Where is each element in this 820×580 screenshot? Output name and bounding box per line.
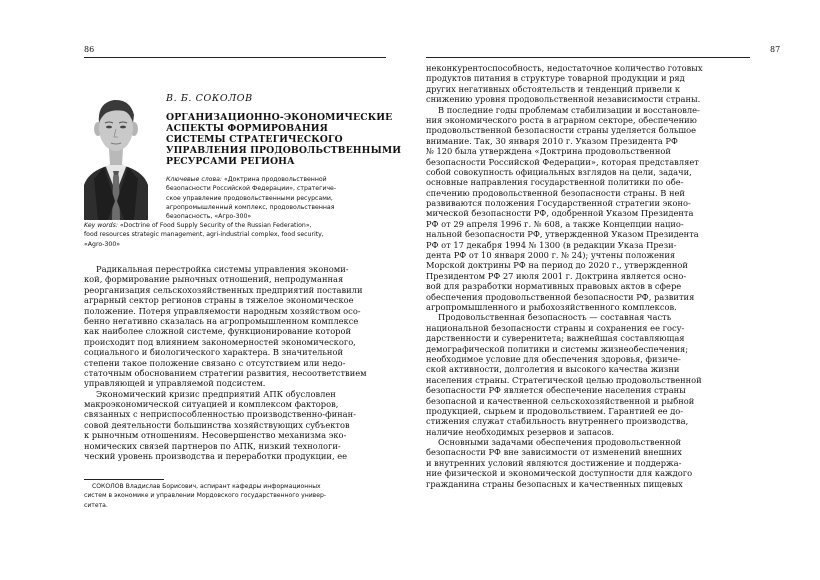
text-line: ния экономического роста в аграрном секторе, обеспечению xyxy=(426,114,697,125)
text-line: РФ от 29 апреля 1996 г. № 608, а также Концепции нацио- xyxy=(426,218,684,229)
author-name: В. Б. СОКОЛОВ xyxy=(166,93,253,104)
footnote-line: СОКОЛОВ Владислав Борисович, аспирант кафедры информационных xyxy=(92,483,321,490)
text-line: ской активности, долголетия и высокого качества жизни xyxy=(426,364,680,375)
text-line: вой для разработки нормативных правовых актов в сфере xyxy=(426,281,682,292)
text-line: Экономический кризис предприятий АПК обусловлен xyxy=(96,388,336,399)
title-line: УПРАВЛЕНИЯ ПРОДОВОЛЬСТВЕННЫМИ xyxy=(166,145,402,156)
keywords-line xyxy=(166,175,386,184)
text-line: к рыночным отношениям. Несовершенство механизма эко- xyxy=(84,430,347,441)
text-line: управляющей и управляемой подсистем. xyxy=(84,378,266,389)
text-line: нальной безопасности РФ, утвержденной Указом Президента xyxy=(426,229,699,240)
left-body-text xyxy=(84,264,387,461)
author-footnote xyxy=(84,482,384,510)
text-line: Основными задачами обеспечения продовольственной xyxy=(438,437,682,448)
text-line: других негативных обстоятельств и тенденций привели к xyxy=(426,83,681,94)
title-line: СИСТЕМЫ СТРАТЕГИЧЕСКОГО xyxy=(166,134,343,145)
text-line: мической безопасности РФ, одобренной Указом Президента xyxy=(426,208,694,219)
text-line: основные направления государственной политики по обе- xyxy=(426,177,684,188)
text-line: безопасности РФ является обеспечение населения страны xyxy=(426,385,686,396)
text-line: номических связей партнеров по АПК, низкий технологи- xyxy=(84,440,341,451)
text-line: развиваются положения Государственной стратегии эконо- xyxy=(426,198,691,209)
footnote-line: систем в экономике и управлении Мордовского государственного универ- xyxy=(84,492,327,500)
text-line: степени такое положение связано с отсутствием или недо- xyxy=(84,357,346,368)
text-line: реорганизация сельскохозяйственных предприятий поставили xyxy=(84,284,363,295)
page-number-right: 87 xyxy=(770,45,781,54)
keywords-line: «Agro-300» xyxy=(84,240,121,248)
title-line: РЕСУРСАМИ РЕГИОНА xyxy=(166,156,295,167)
header-rule-right xyxy=(426,57,750,58)
text-line: статочным обоснованием стратегии развития, несоответствием xyxy=(84,367,367,378)
title-line: АСПЕКТЫ ФОРМИРОВАНИЯ xyxy=(166,123,328,134)
footnote-rule xyxy=(84,479,164,480)
text-line: и внутренних условий являются достижение и поддержа- xyxy=(426,457,682,468)
keywords-line: безопасность, «Агро-300» xyxy=(166,213,252,221)
text-line: безопасной и качественной сельскохозяйственной и рыбной xyxy=(426,395,695,406)
keywords-text: «Доктрина продовольственной xyxy=(223,176,327,183)
text-line: необходимое условие для обеспечения здоровья, физиче- xyxy=(426,353,681,364)
text-line: продовольственной безопасности страны уделяется большое xyxy=(426,125,696,136)
text-line: макроэкономической ситуацией и комплексом факторов, xyxy=(84,399,339,410)
text-line: гражданина страны безопасных и качественных пищевых xyxy=(426,478,683,489)
text-line: В последние годы проблемам стабилизации и восстановле- xyxy=(438,104,700,115)
text-line: бенно негативно сказалась на агропромышленном комплексе xyxy=(84,315,359,326)
text-line: демографической политики и системы жизнеобеспечения; xyxy=(426,343,689,354)
text-line: обеспечения продовольственной безопасности РФ, развития xyxy=(426,291,695,302)
text-line: Президентом РФ 27 июля 2001 г. Доктрина является осно- xyxy=(426,270,687,281)
author-portrait-image xyxy=(84,93,148,220)
text-line: происходит под влиянием закономерностей экономического, xyxy=(84,336,356,347)
keywords-line: безопасности Российской Федерации», стратегиче- xyxy=(166,185,337,193)
text-line: связанных с неприспособленностью производственно-финан- xyxy=(84,409,356,420)
keywords-english xyxy=(84,221,384,249)
text-line: собой совокупность официальных взглядов на цели, задачи, xyxy=(426,166,692,177)
keywords-text: «Doctrine of Food Supply Security of the Russian Federation», xyxy=(119,222,312,229)
text-line: дарственности и суверенитета; важнейшая составляющая xyxy=(426,333,685,344)
text-line: продуктов питания в структуре товарной продукции и ряд xyxy=(426,73,685,84)
text-line: ческий уровень производства и переработки продукции, ее xyxy=(84,451,348,462)
keywords-label: Ключевые слова: xyxy=(166,176,222,183)
keywords-line: агропромышленный комплекс, продовольственная xyxy=(166,203,335,211)
text-line: совой деятельности большинства хозяйствующих субъектов xyxy=(84,419,350,430)
text-line: социального и биологического характера. В значительной xyxy=(84,347,343,358)
text-line: Радикальная перестройка системы управления экономи- xyxy=(96,264,349,274)
text-line: Морской доктрины РФ на период до 2020 г., утвержденной xyxy=(426,260,688,271)
keywords-label: Key words: xyxy=(84,222,118,229)
text-line: агропромышленного и рыбохозяйственного комплексов. xyxy=(426,301,677,312)
text-line: снижению уровня продовольственной независимости страны. xyxy=(426,94,701,105)
text-line: неконкурентоспособность, недостаточное количество готовых xyxy=(426,63,703,73)
text-line: дента РФ от 10 января 2000 г. № 24); учтены положения xyxy=(426,250,676,261)
keywords-line: food resources strategic management, agri-industrial complex, food security, xyxy=(84,231,324,239)
text-line: Продовольственная безопасность — составная часть xyxy=(438,312,672,323)
text-line: стижения служат стабильность внутреннего производства, xyxy=(426,416,689,427)
text-line: безопасности Российской Федерации», которая представляет xyxy=(426,156,699,167)
header-rule-left xyxy=(84,57,386,58)
text-line: населения страны. Стратегической целью продовольственной xyxy=(426,374,702,385)
right-body-text xyxy=(426,63,754,489)
text-line: аграрный сектор регионов страны в тяжелое экономическое xyxy=(84,295,354,306)
text-line: продукцией, сырьем и продовольствием. Гарантией ее до- xyxy=(426,405,684,416)
text-line: РФ от 17 декабря 1994 № 1300 (в редакции Указа Прези- xyxy=(426,239,677,250)
text-line: ние физической и экономической доступности для каждого xyxy=(426,468,693,479)
author-photo xyxy=(84,93,148,220)
text-line: как наиболее сложной системе, функционирование которой xyxy=(84,326,352,337)
text-line: № 120 была утверждена «Доктрина продовольственной xyxy=(426,146,671,157)
text-line: кой, формирование рыночных отношений, непродуманная xyxy=(84,274,344,285)
footnote-line: ситета. xyxy=(84,501,108,509)
keywords-line: ское управление продовольственными ресурсами, xyxy=(166,194,333,202)
text-line: наличие необходимых резервов и запасов. xyxy=(426,426,614,437)
text-line: положение. Потеря управляемости народным хозяйством осо- xyxy=(84,305,361,316)
article-title xyxy=(166,112,402,167)
title-line: ОРГАНИЗАЦИОННО-ЭКОНОМИЧЕСКИЕ xyxy=(166,112,393,123)
text-line: спечению продовольственной безопасности страны. В ней xyxy=(426,187,685,198)
text-line: безопасности РФ вне зависимости от изменений внешних xyxy=(426,447,682,458)
text-line: внимание. Так, 30 января 2010 г. Указом Президента РФ xyxy=(426,135,678,146)
text-line: национальной безопасности страны и сохранения ее госу- xyxy=(426,322,685,333)
keywords-russian xyxy=(166,175,386,221)
page-number-left: 86 xyxy=(84,45,95,54)
keywords-line xyxy=(84,221,384,230)
